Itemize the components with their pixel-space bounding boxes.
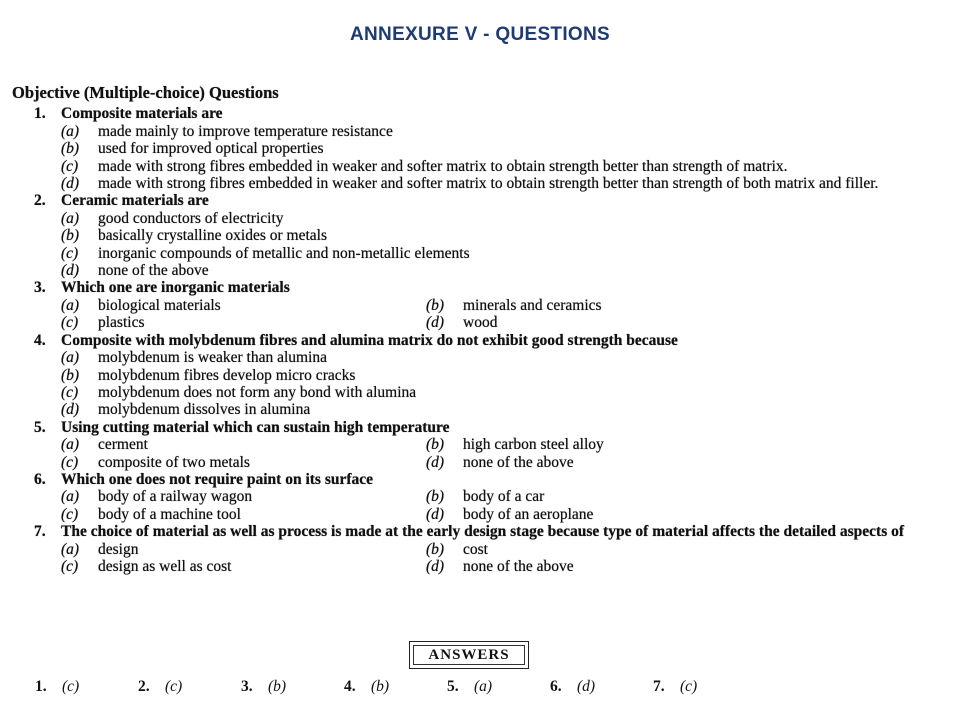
option-text: none of the above [98, 262, 209, 280]
options-list [61, 541, 942, 576]
option-text: made with strong fibres embedded in weaker and softer matrix to obtain strength better than strength of both matrix and filler. [98, 175, 879, 193]
question-number: 5. [34, 418, 46, 436]
question-text: Which one does not require paint on its surface [61, 470, 374, 488]
answer-item [35, 678, 138, 696]
answers-row [35, 678, 756, 696]
section-heading: Objective (Multiple-choice) Questions [12, 83, 279, 102]
option-text: cerment [98, 436, 148, 454]
question-list [34, 105, 942, 575]
option-text: minerals and ceramics [463, 296, 602, 314]
option-item [61, 384, 942, 401]
option-letter: (a) [61, 209, 80, 227]
option-letter: (c) [61, 244, 79, 262]
question-item [34, 279, 942, 331]
option-item [61, 349, 942, 366]
answers-heading: ANSWERS [413, 645, 524, 665]
answer-value: (d) [577, 678, 596, 695]
answer-item [550, 678, 653, 696]
answer-number: 5. [447, 678, 459, 695]
option-item [61, 297, 426, 314]
option-letter: (b) [61, 366, 80, 384]
question-text: Composite with molybdenum fibres and alumina matrix do not exhibit good strength because [61, 331, 678, 349]
question-stem [34, 419, 942, 436]
option-text: made with strong fibres embedded in weaker and softer matrix to obtain strength better than strength of matrix. [98, 157, 788, 175]
question-number: 3. [34, 279, 46, 297]
option-item [61, 401, 942, 418]
question-number: 2. [34, 192, 46, 210]
question-text: Composite materials are [61, 105, 223, 123]
option-letter: (a) [61, 488, 80, 506]
option-text: inorganic compounds of metallic and non-metallic elements [98, 244, 470, 262]
option-item [61, 227, 942, 244]
option-item [61, 245, 942, 262]
option-item [426, 541, 942, 558]
question-item [34, 192, 942, 279]
question-number: 4. [34, 331, 46, 349]
question-number: 6. [34, 470, 46, 488]
option-text: body of a railway wagon [98, 488, 253, 506]
answer-value: (a) [474, 678, 493, 695]
answer-value: (c) [680, 678, 698, 695]
options-list [61, 349, 942, 419]
answer-value: (b) [371, 678, 390, 695]
question-item [34, 471, 942, 523]
option-letter: (c) [61, 157, 79, 175]
option-text: design [98, 540, 139, 558]
option-item [426, 558, 942, 575]
option-letter: (b) [426, 436, 445, 454]
option-letter: (d) [426, 453, 445, 471]
option-item [426, 488, 942, 505]
option-text: high carbon steel alloy [463, 436, 604, 454]
option-text: good conductors of electricity [98, 209, 284, 227]
slide-title: ANNEXURE V - QUESTIONS [350, 24, 610, 45]
answer-number: 7. [653, 678, 665, 695]
option-letter: (c) [61, 383, 79, 401]
option-letter: (d) [426, 314, 445, 332]
option-letter: (d) [61, 175, 80, 193]
option-item [61, 541, 426, 558]
option-item [61, 488, 426, 505]
option-text: molybdenum does not form any bond with alumina [98, 383, 417, 401]
option-letter: (a) [61, 349, 80, 367]
option-item [426, 314, 942, 331]
option-letter: (c) [61, 314, 79, 332]
answer-item [138, 678, 241, 696]
question-text: Using cutting material which can sustain high temperature [61, 418, 450, 436]
question-item [34, 332, 942, 419]
answers-heading-box [409, 641, 529, 669]
option-letter: (a) [61, 122, 80, 140]
option-item [61, 314, 426, 331]
option-text: biological materials [98, 296, 221, 314]
question-item [34, 419, 942, 471]
answer-number: 6. [550, 678, 562, 695]
option-item [61, 210, 942, 227]
question-number: 7. [34, 523, 46, 541]
option-letter: (d) [426, 557, 445, 575]
question-stem [34, 105, 942, 122]
answer-value: (c) [165, 678, 183, 695]
option-text: body of an aeroplane [463, 505, 594, 523]
answer-value: (b) [268, 678, 287, 695]
question-item [34, 105, 942, 192]
option-item [61, 140, 942, 157]
option-text: used for improved optical properties [98, 140, 324, 158]
answer-number: 3. [241, 678, 253, 695]
option-item [61, 454, 426, 471]
option-letter: (a) [61, 436, 80, 454]
option-text: molybdenum fibres develop micro cracks [98, 366, 356, 384]
option-item [426, 436, 942, 453]
option-letter: (b) [426, 540, 445, 558]
option-letter: (b) [426, 488, 445, 506]
option-item [426, 297, 942, 314]
option-letter: (a) [61, 296, 80, 314]
options-list [61, 210, 942, 280]
option-text: plastics [98, 314, 145, 332]
question-text: Ceramic materials are [61, 192, 209, 210]
question-stem [34, 332, 942, 349]
option-letter: (c) [61, 453, 79, 471]
option-item [61, 558, 426, 575]
answer-item [344, 678, 447, 696]
question-item [34, 523, 942, 575]
option-item [61, 175, 942, 192]
option-letter: (a) [61, 540, 80, 558]
options-list [61, 123, 942, 193]
scanned-question-page [12, 84, 942, 575]
question-stem [34, 192, 942, 209]
option-text: none of the above [463, 557, 574, 575]
option-item [61, 262, 942, 279]
option-item [61, 367, 942, 384]
option-letter: (b) [61, 227, 80, 245]
option-text: body of a car [463, 488, 545, 506]
answer-number: 1. [35, 678, 47, 695]
question-stem [34, 523, 942, 540]
question-stem [34, 279, 942, 296]
option-item [61, 123, 942, 140]
option-text: molybdenum dissolves in alumina [98, 401, 311, 419]
option-item [426, 454, 942, 471]
option-item [61, 158, 942, 175]
option-text: cost [463, 540, 488, 558]
option-letter: (d) [61, 262, 80, 280]
answer-item [653, 678, 756, 696]
option-letter: (c) [61, 557, 79, 575]
answer-number: 2. [138, 678, 150, 695]
option-text: none of the above [463, 453, 574, 471]
option-text: molybdenum is weaker than alumina [98, 349, 327, 367]
answer-number: 4. [344, 678, 356, 695]
answer-item [447, 678, 550, 696]
option-text: body of a machine tool [98, 505, 241, 523]
options-list [61, 297, 942, 332]
question-stem [34, 471, 942, 488]
option-item [61, 506, 426, 523]
option-text: composite of two metals [98, 453, 250, 471]
option-text: wood [463, 314, 498, 332]
option-item [426, 506, 942, 523]
question-text: Which one are inorganic materials [61, 279, 290, 297]
option-text: made mainly to improve temperature resistance [98, 122, 393, 140]
option-text: basically crystalline oxides or metals [98, 227, 327, 245]
option-item [61, 436, 426, 453]
question-number: 1. [34, 105, 46, 123]
option-letter: (b) [426, 296, 445, 314]
option-letter: (c) [61, 505, 79, 523]
option-letter: (d) [61, 401, 80, 419]
options-list [61, 436, 942, 471]
option-letter: (d) [426, 505, 445, 523]
option-text: design as well as cost [98, 557, 232, 575]
options-list [61, 488, 942, 523]
question-text: The choice of material as well as process is made at the early design stage because type of material affects the detailed aspects of [61, 523, 905, 541]
option-letter: (b) [61, 140, 80, 158]
answer-value: (c) [62, 678, 80, 695]
answer-item [241, 678, 344, 696]
